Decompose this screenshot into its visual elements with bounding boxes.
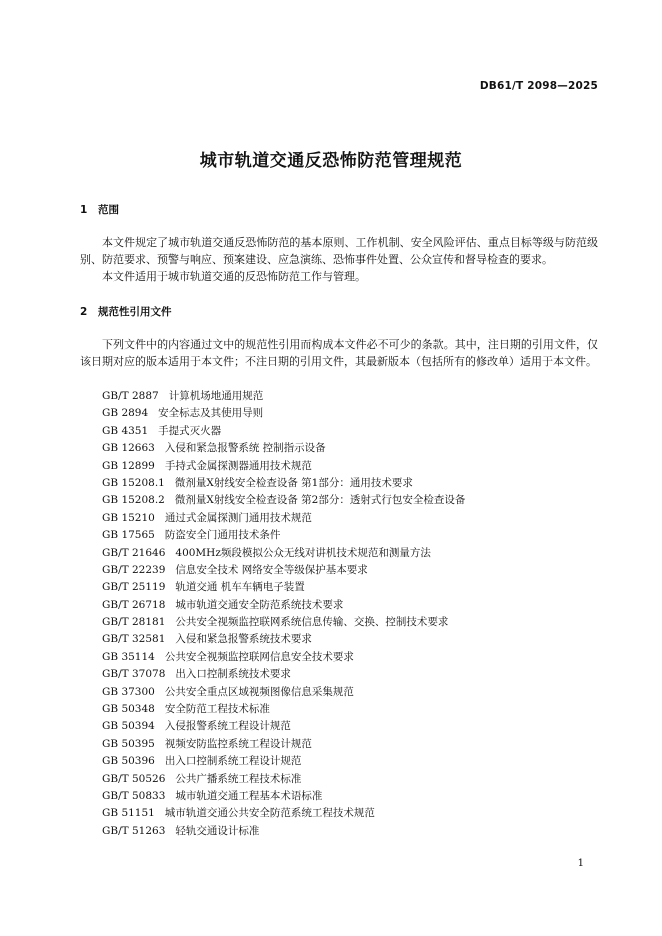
reference-item (102, 666, 465, 683)
reference-code: GB/T 37078 (102, 668, 166, 681)
reference-code: GB 15208.2 (102, 494, 165, 507)
reference-item (102, 597, 465, 614)
reference-item (102, 510, 465, 527)
reference-code: GB 12899 (102, 459, 155, 472)
normative-references-list (102, 388, 465, 840)
reference-code: GB 37300 (102, 685, 155, 698)
section-2-number: 2 (80, 306, 88, 318)
reference-code: GB 35114 (102, 650, 155, 663)
reference-title: 轻轨交通设计标准 (175, 824, 260, 837)
reference-item (102, 684, 465, 701)
reference-code: GB 50396 (102, 755, 155, 768)
reference-title: 手提式灭火器 (158, 424, 222, 437)
document-number: DB61/T 2098—2025 (479, 80, 598, 92)
reference-item (102, 475, 465, 492)
reference-code: GB 15208.1 (102, 476, 165, 489)
reference-code: GB/T 28181 (102, 616, 166, 629)
section-1-heading (80, 202, 119, 217)
reference-title: 手持式金属探测器通用技术规范 (164, 459, 312, 472)
references-intro-paragraph: 下列文件中的内容通过文中的规范性引用而构成本文件必不可少的条款。其中，注日期的引用文件，仅该日期对应的版本适用于本文件；不注日期的引用文件，其最新版本（包括所有的修改单）适用于本文件。 (80, 338, 598, 368)
reference-title: 轨道交通 机车车辆电子装置 (175, 581, 305, 594)
reference-code: GB/T 51263 (102, 824, 166, 837)
reference-title: 微剂量X射线安全检查设备 第1部分：通用技术要求 (174, 476, 413, 489)
reference-item (102, 440, 465, 457)
reference-item (102, 805, 465, 822)
reference-code: GB/T 32581 (102, 633, 166, 646)
reference-code: GB/T 2887 (102, 390, 159, 402)
reference-title: 城市轨道交通工程基本术语标准 (175, 789, 323, 802)
reference-item (102, 388, 465, 405)
reference-item (102, 527, 465, 544)
reference-title: 防盗安全门通用技术条件 (164, 529, 281, 542)
reference-item (102, 823, 465, 840)
reference-title: 出入口控制系统技术要求 (175, 668, 291, 681)
reference-code: GB/T 21646 (102, 546, 166, 559)
reference-title: 公共安全视频监控联网系统信息传输、交换、控制技术要求 (175, 616, 449, 629)
reference-item (102, 631, 465, 648)
scope-paragraph-1: 本文件规定了城市轨道交通反恐怖防范的基本原则、工作机制、安全风险评估、重点目标等级与防范级别、防范要求、预警与响应、预案建设、应急演练、恐怖事件处置、公众宣传和督导检查的要求。 (80, 236, 598, 266)
section-1-title: 范围 (98, 204, 119, 216)
page-number: 1 (577, 858, 584, 869)
reference-code: GB 15210 (102, 511, 155, 524)
reference-item (102, 458, 465, 475)
reference-item (102, 579, 465, 596)
reference-title: 公共安全重点区域视频图像信息采集规范 (164, 685, 354, 698)
reference-title: 公共安全视频监控联网信息安全技术要求 (164, 650, 354, 663)
reference-title: 信息安全技术 网络安全等级保护基本要求 (175, 563, 368, 576)
reference-item (102, 545, 465, 562)
reference-item (102, 405, 465, 422)
reference-title: 视频安防监控系统工程设计规范 (164, 737, 312, 750)
reference-item (102, 614, 465, 631)
reference-code: GB/T 50833 (102, 789, 166, 802)
reference-title: 城市轨道交通公共安全防范系统工程技术规范 (164, 807, 375, 820)
reference-item (102, 718, 465, 735)
reference-code: GB/T 26718 (102, 598, 166, 611)
reference-item (102, 753, 465, 770)
reference-item (102, 701, 465, 718)
section-2-heading (80, 304, 172, 319)
reference-title: 入侵和紧急报警系统技术要求 (175, 633, 312, 646)
reference-code: GB 2894 (102, 407, 149, 420)
reference-item (102, 771, 465, 788)
reference-code: GB 12663 (102, 442, 155, 455)
reference-title: 微剂量X射线安全检查设备 第2部分：透射式行包安全检查设备 (174, 494, 466, 507)
document-title: 城市轨道交通反恐怖防范管理规范 (199, 151, 463, 171)
reference-item (102, 562, 465, 579)
reference-code: GB/T 25119 (102, 581, 166, 594)
reference-title: 400MHz频段模拟公众无线对讲机技术规范和测量方法 (175, 546, 431, 559)
reference-code: GB/T 50526 (102, 772, 166, 785)
reference-item (102, 423, 465, 440)
reference-item (102, 492, 465, 509)
reference-code: GB 17565 (102, 529, 155, 542)
reference-code: GB 51151 (102, 807, 155, 820)
reference-code: GB/T 22239 (102, 563, 166, 576)
reference-title: 计算机场地通用规范 (168, 390, 264, 402)
reference-code: GB 50348 (102, 703, 155, 716)
reference-item (102, 736, 465, 753)
reference-title: 出入口控制系统工程设计规范 (164, 755, 302, 768)
reference-title: 安全防范工程技术标准 (164, 703, 270, 716)
reference-title: 公共广播系统工程技术标准 (175, 772, 302, 785)
reference-title: 城市轨道交通安全防范系统技术要求 (175, 598, 344, 611)
section-1-number: 1 (80, 204, 88, 216)
scope-paragraph-2: 本文件适用于城市轨道交通的反恐怖防范工作与管理。 (102, 270, 366, 283)
reference-code: GB 4351 (102, 424, 149, 437)
reference-title: 通过式金属探测门通用技术规范 (164, 511, 312, 524)
reference-item (102, 649, 465, 666)
reference-code: GB 50395 (102, 737, 155, 750)
section-2-title: 规范性引用文件 (98, 306, 172, 318)
reference-code: GB 50394 (102, 720, 155, 733)
reference-title: 安全标志及其使用导则 (158, 407, 264, 420)
reference-title: 入侵和紧急报警系统 控制指示设备 (164, 442, 326, 455)
reference-title: 入侵报警系统工程设计规范 (164, 720, 291, 733)
reference-item (102, 788, 465, 805)
